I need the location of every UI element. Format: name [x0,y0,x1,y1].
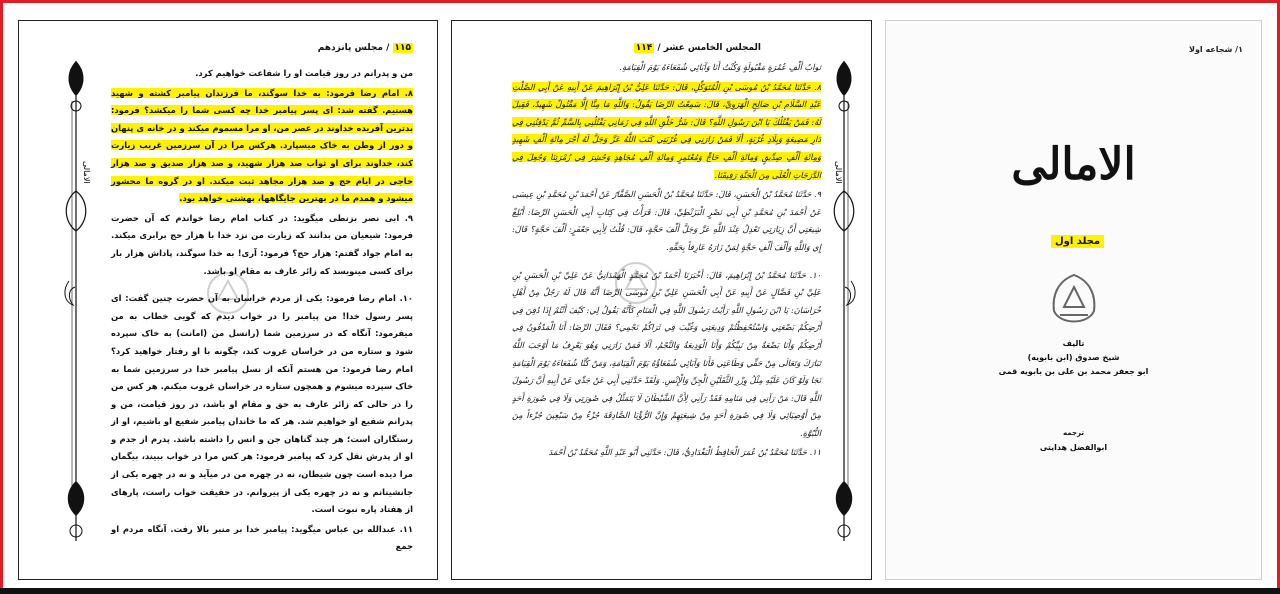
publisher-emblem-icon [1046,271,1102,331]
session-title: المجلس الخامس عشر / [657,43,761,53]
session-title: / مجلس پانزدهم [317,43,390,53]
paragraph-intro: ثوابُ أَلْفِ عُمْرَةٍ مَقْبُولَةٍ وَكُنْتُ أَنَا وَآبَائِي شُفَعَاءَهُ يَوْمَ الْقِيَامَةِ. [619,62,821,72]
paragraph-9: ٩. حَدَّثَنَا مُحَمَّدُ بْنُ الْحَسَنِ، قَالَ: حَدَّثَنَا مُحَمَّدُ بْنُ الْحَسَنِ الصَّفَّارُ عَنْ أَحْمَدَ بْنِ مُحَمَّدِ بْنِ عِيسَى عَنْ أَحْمَدَ بْنِ مُحَمَّدِ بْنِ أَبِي نَصْرٍ الْبَزَنْطِيِّ، قَالَ: قَرَأْتُ فِي كِتَابِ أَبِي الْحَسَنِ الرِّضَا: أَبْلِغْ شِيعَتِي أَنَّ زِيَارَتِي تَعْدِلُ عِنْدَ اللَّهِ عَزَّ وَجَلَّ أَلْفَ حَجَّةٍ، قَالَ: قُلْتُ لِأَبِي جَعْفَرٍ: أَلْفَ حَجَّةٍ؟ قَالَ: إِي وَاللَّهِ وَأَلْفَ أَلْفِ حَجَّةٍ لِمَنْ زَارَهُ عَارِفاً بِحَقِّهِ. [512,189,821,252]
border-ornament-icon [829,61,859,541]
paragraph-9: ۹. ابی نصر بزنطی میگوید: در کتاب امام رضا خواندم که آن حضرت فرمود: شیعیان من بدانند که زیارت من نزد خدا با هزار حج برابری میکند. به امام جواد گفتم: هزار حج؟ فرمود: آری! به خدا سوگند، پاداش هزار بار برای کسی مینویسد که زائر عارف به مقام او باشد. [111,212,413,276]
volume-label: مجلد اول [1051,235,1104,248]
paragraph-11: ۱۱. عبدالله بن عباس میگوید: پیامبر خدا بر منبر بالا رفت. آنگاه مردم او جمع [111,523,413,552]
author-full-name: ابو جعفر محمد بن علی بن بابویه قمی [998,367,1149,376]
svg-text:الامالی: الامالی [82,161,91,184]
paragraph-8 [111,85,413,208]
paragraph-11: ١١. حَدَّثَنَا مُحَمَّدُ بْنُ عُمَرَ الْحَافِظُ الْبَغْدَادِيُّ، قَالَ: حَدَّثَنِي أَبُو عَبْدِ اللَّهِ مُحَمَّدُ بْنُ أَحْمَدَ [548,447,821,458]
arabic-body [512,59,821,464]
page-persian [18,20,438,580]
page-arabic [451,20,872,580]
page-number: ۱۱۵ [394,43,411,53]
book-title: الامالی [1011,139,1136,190]
volume-corner-label: ۱/ شجاعه اولا [1188,45,1243,54]
persian-body [111,65,413,558]
translator-name: ابوالفضل هدایتی [1039,443,1108,452]
author-name: شیخ صدوق (ابن بابویه) [1027,353,1120,362]
highlighted-text: ۸. امام رضا فرمود: به خدا سوگند، ما فرزندان پیامبر کشته و شهید هستیم. گفته شد: ای پسر پیامبر خدا چه کسی شما را میکشد؟ فرمود: بدترین آفریده خداوند در عصر من، او مرا مسموم میکند و در خانه ی پنهان و دور از وطن به خاک میسپارد. هرکس مرا در آن سرزمین غریب زیارت کند، خداوند برای او ثواب صد هزار شهید، و صد هزار صدیق و صد هزار حاجی در ایام حج و صد هزار مجاهد ثبت میکند. او در گروه ما محشور میشود و همدم ما در بهترین جایگاهها، بهشتی خواهد بود. [111,87,413,204]
page-number: ۱۱۴ [635,43,653,53]
translator-heading: ترجمه [1063,429,1084,437]
svg-text:الامالی: الامالی [834,161,843,184]
paragraph-10: ١٠. حَدَّثَنَا مُحَمَّدُ بْنُ إِبْرَاهِيمَ، قَالَ: أَخْبَرَنَا أَحْمَدُ بْنُ مُحَمَّدٍ الْهَمْدَانِيُّ عَنْ عَلِيِّ بْنِ الْحَسَنِ بْنِ عَلِيِّ بْنِ فَضَّالٍ عَنْ أَبِيهِ عَنْ أَبِي الْحَسَنِ عَلِيِّ بْنِ مُوسَى الرِّضَا أَنَّهُ قَالَ لَهُ رَجُلٌ مِنْ أَهْلِ خُرَاسَانَ: يَا ابْنَ رَسُولِ اللَّهِ رَأَيْتُ رَسُولَ اللَّهِ فِي الْمَنَامِ كَأَنَّهُ يَقُولُ لِي: كَيْفَ أَنْتُمْ إِذَا دُفِنَ فِي أَرْضِكُمْ بَضْعَتِي وَاسْتُحْفِظْتُمْ وَدِيعَتِي وَغُيِّبَ فِي ثَرَاكُمْ نَجْمِي؟ فَقَالَ الرِّضَا: أَنَا الْمَدْفُونُ فِي أَرْضِكُمْ وَأَنَا بَضْعَةٌ مِنْ نَبِيِّكُمْ وَأَنَا الْوَدِيعَةُ وَالنَّجْمُ، أَلَا فَمَنْ زَارَنِي وَهُوَ يَعْرِفُ مَا أَوْجَبَ اللَّهُ تَبَارَكَ وَتَعَالَى مِنْ حَقِّي وَطَاعَتِي فَأَنَا وَآبَائِي شُفَعَاؤُهُ يَوْمَ الْقِيَامَةِ، وَمَنْ كُنَّا شُفَعَاءَهُ يَوْمَ الْقِيَامَةِ نَجَا وَلَوْ كَانَ عَلَيْهِ مِثْلُ وِزْرِ الثَّقَلَيْنِ الْجِنِّ وَالْإِنْسِ. وَلَقَدْ حَدَّثَنِي أَبِي عَنْ جَدِّي عَنْ أَبِيهِ أَنَّ رَسُولَ اللَّهِ قَالَ: مَنْ رَآنِي فِي مَنَامِهِ فَقَدْ رَآنِي لِأَنَّ الشَّيْطَانَ لَا يَتَمَثَّلُ فِي صُورَتِي وَلَا فِي صُورَةِ أَحَدٍ مِنْ أَوْصِيَائِي وَلَا فِي صُورَةِ أَحَدٍ مِنْ شِيعَتِهِمْ وَإِنَّ الرُّؤْيَا الصَّادِقَةَ جُزْءٌ مِنْ سَبْعِينَ جُزْءاً مِنَ النُّبُوَّةِ. [512,269,821,438]
page-header [318,43,413,53]
page-header [634,43,761,53]
paragraph-8 [512,79,821,185]
highlighted-text: ٨. حَدَّثَنَا مُحَمَّدُ بْنُ مُوسَى بْنِ الْمُتَوَكِّلِ، قَالَ: حَدَّثَنَا عَلِيُّ بْنُ إِبْرَاهِيمَ عَنْ أَبِيهِ عَنْ أَبِي الصَّلْتِ عَبْدِ السَّلَامِ بْنِ صَالِحٍ الْهَرَوِيِّ، قَالَ: سَمِعْتُ الرِّضَا يَقُولُ: وَاللَّهِ مَا مِنَّا إِلَّا مَقْتُولٌ شَهِيدٌ، فَقِيلَ لَهُ: فَمَنْ يَقْتُلُكَ يَا ابْنَ رَسُولِ اللَّهِ؟ قَالَ: شَرُّ خَلْقِ اللَّهِ فِي زَمَانِي يَقْتُلُنِي بِالسَّمِّ ثُمَّ يَدْفِنُنِي فِي دَارِ مَضِيعَةٍ وَبِلَادِ غُرْبَةٍ، أَلَا فَمَنْ زَارَنِي فِي غُرْبَتِي كَتَبَ اللَّهُ عَزَّ وَجَلَّ لَهُ أَجْرَ مِائَةِ أَلْفِ شَهِيدٍ وَمِائَةِ أَلْفِ صِدِّيقٍ وَمِائَةِ أَلْفِ حَاجٍّ وَمُعْتَمِرٍ وَمِائَةِ أَلْفِ مُجَاهِدٍ وَحُشِرَ فِي زُمْرَتِنَا وَجُعِلَ فِي الدَّرَجَاتِ الْعُلَى مِنَ الْجَنَّةِ رَفِيقَنَا. [512,81,821,180]
border-ornament-icon [61,61,91,541]
paragraph-intro: من و پدرانم در روز قیامت او را شفاعت خواهیم کرد. [195,68,413,78]
bottom-bar [0,588,1280,594]
title-page [885,20,1262,580]
paragraph-10: ۱۰. امام رضا فرمود: یکی از مردم خراسان به آن حضرت چنین گفت: ای پسر رسول خدا! من پیامبر را در خواب دیدم که گویی خطاب به من میفرمود: آنگاه که در سرزمین شما (رانسل من (امانت) به خاک سپرده شود و ستاره من در خراسان غروب کند، چگونه با او رفتار خواهید کرد؟ امام رضا فرمود: من هستم آنکه از نسل پیامبر خدا در سرزمین شما به خاک سپرده میشوم و همچون ستاره در خراسان غروب میکنم. هر کس من را در حالی که زائر عارف به حق و مقام او باشد، در روز قیامت، من و پدرانم شفیع او خواهیم شد. هر که ما خاندان پیامبر شفیع او باشیم، او از رستگاران است؛ هر چند گناهان جن و انس را داشته باشد. پدرم از جدم و او از پدرش نقل کرد که پیامبر فرمود: هر کس مرا در خواب ببیند، بیگمان مرا دیده است چون شیطان، نه در چهره من در میآید و نه در چهره یکی از جانشینانم و نه در چهره یکی از پیروانم. در حقیقت خواب راست، پارهای از هفتاد پاره نبوت است. [111,293,413,515]
author-heading: تالیف [1062,339,1085,348]
